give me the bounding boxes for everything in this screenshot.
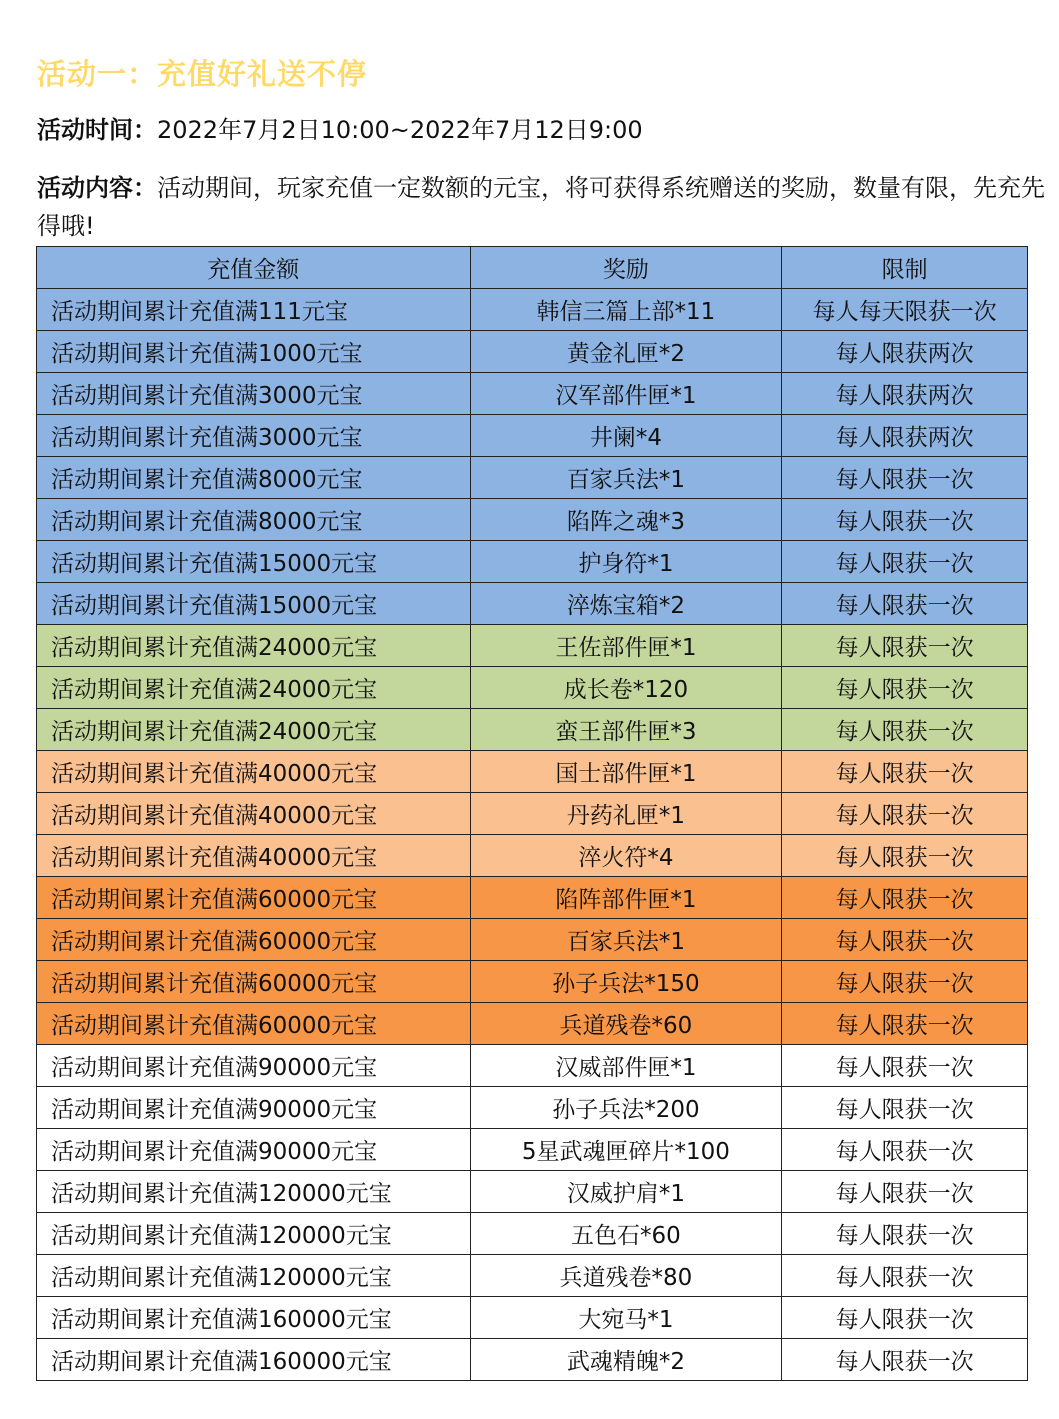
amount-cell: 活动期间累计充值满111元宝 xyxy=(37,289,471,331)
limit-cell: 每人限获一次 xyxy=(782,625,1028,667)
header-limit: 限制 xyxy=(782,247,1028,289)
table-header-row xyxy=(37,247,1028,289)
table-row xyxy=(37,877,1028,919)
table-row xyxy=(37,415,1028,457)
table-row xyxy=(37,373,1028,415)
limit-cell: 每人限获一次 xyxy=(782,1255,1028,1297)
reward-cell: 汉军部件匣*1 xyxy=(470,373,782,415)
table-row xyxy=(37,1129,1028,1171)
reward-cell: 淬炼宝箱*2 xyxy=(470,583,782,625)
limit-cell: 每人限获一次 xyxy=(782,1297,1028,1339)
limit-cell: 每人限获一次 xyxy=(782,751,1028,793)
reward-cell: 兵道残卷*60 xyxy=(470,1003,782,1045)
amount-cell: 活动期间累计充值满160000元宝 xyxy=(37,1297,471,1339)
table-row xyxy=(37,793,1028,835)
reward-cell: 百家兵法*1 xyxy=(470,457,782,499)
reward-cell: 五色石*60 xyxy=(470,1213,782,1255)
limit-cell: 每人限获一次 xyxy=(782,709,1028,751)
reward-cell: 汉威部件匣*1 xyxy=(470,1045,782,1087)
amount-cell: 活动期间累计充值满3000元宝 xyxy=(37,373,471,415)
table-row xyxy=(37,751,1028,793)
limit-cell: 每人限获一次 xyxy=(782,499,1028,541)
reward-cell: 王佐部件匣*1 xyxy=(470,625,782,667)
table-row xyxy=(37,961,1028,1003)
limit-cell: 每人限获一次 xyxy=(782,1171,1028,1213)
limit-cell: 每人限获一次 xyxy=(782,1045,1028,1087)
limit-cell: 每人限获一次 xyxy=(782,961,1028,1003)
reward-cell: 孙子兵法*200 xyxy=(470,1087,782,1129)
limit-cell: 每人限获两次 xyxy=(782,373,1028,415)
amount-cell: 活动期间累计充值满40000元宝 xyxy=(37,751,471,793)
amount-cell: 活动期间累计充值满1000元宝 xyxy=(37,331,471,373)
reward-cell: 淬火符*4 xyxy=(470,835,782,877)
reward-cell: 井阑*4 xyxy=(470,415,782,457)
limit-cell: 每人限获一次 xyxy=(782,541,1028,583)
reward-cell: 孙子兵法*150 xyxy=(470,961,782,1003)
limit-cell: 每人限获两次 xyxy=(782,415,1028,457)
table-row xyxy=(37,499,1028,541)
event-content-value: 活动期间，玩家充值一定数额的元宝，将可获得系统赠送的奖励，数量有限，先充先得哦! xyxy=(37,174,1045,240)
header-amount: 充值金额 xyxy=(37,247,471,289)
reward-cell: 韩信三篇上部*11 xyxy=(470,289,782,331)
table-row xyxy=(37,1171,1028,1213)
event-content xyxy=(37,169,1052,245)
amount-cell: 活动期间累计充值满8000元宝 xyxy=(37,457,471,499)
table-row xyxy=(37,541,1028,583)
table-row xyxy=(37,709,1028,751)
table-row xyxy=(37,1213,1028,1255)
limit-cell: 每人每天限获一次 xyxy=(782,289,1028,331)
amount-cell: 活动期间累计充值满24000元宝 xyxy=(37,709,471,751)
limit-cell: 每人限获一次 xyxy=(782,793,1028,835)
amount-cell: 活动期间累计充值满3000元宝 xyxy=(37,415,471,457)
amount-cell: 活动期间累计充值满24000元宝 xyxy=(37,667,471,709)
table-row xyxy=(37,1255,1028,1297)
amount-cell: 活动期间累计充值满15000元宝 xyxy=(37,583,471,625)
amount-cell: 活动期间累计充值满60000元宝 xyxy=(37,961,471,1003)
amount-cell: 活动期间累计充值满120000元宝 xyxy=(37,1213,471,1255)
limit-cell: 每人限获一次 xyxy=(782,919,1028,961)
limit-cell: 每人限获一次 xyxy=(782,1339,1028,1381)
amount-cell: 活动期间累计充值满90000元宝 xyxy=(37,1087,471,1129)
table-row xyxy=(37,1003,1028,1045)
limit-cell: 每人限获一次 xyxy=(782,1003,1028,1045)
reward-cell: 护身符*1 xyxy=(470,541,782,583)
limit-cell: 每人限获一次 xyxy=(782,583,1028,625)
reward-cell: 兵道残卷*80 xyxy=(470,1255,782,1297)
table-row xyxy=(37,583,1028,625)
table-row xyxy=(37,667,1028,709)
reward-cell: 5星武魂匣碎片*100 xyxy=(470,1129,782,1171)
table-row xyxy=(37,625,1028,667)
amount-cell: 活动期间累计充值满24000元宝 xyxy=(37,625,471,667)
limit-cell: 每人限获一次 xyxy=(782,1087,1028,1129)
limit-cell: 每人限获两次 xyxy=(782,331,1028,373)
reward-cell: 陷阵之魂*3 xyxy=(470,499,782,541)
event-title: 活动一：充值好礼送不停 xyxy=(37,57,368,91)
event-time xyxy=(37,111,643,149)
reward-cell: 陷阵部件匣*1 xyxy=(470,877,782,919)
reward-cell: 黄金礼匣*2 xyxy=(470,331,782,373)
table-row xyxy=(37,1297,1028,1339)
amount-cell: 活动期间累计充值满8000元宝 xyxy=(37,499,471,541)
amount-cell: 活动期间累计充值满60000元宝 xyxy=(37,919,471,961)
amount-cell: 活动期间累计充值满40000元宝 xyxy=(37,835,471,877)
reward-cell: 大宛马*1 xyxy=(470,1297,782,1339)
table-row xyxy=(37,457,1028,499)
amount-cell: 活动期间累计充值满90000元宝 xyxy=(37,1129,471,1171)
table-row xyxy=(37,1339,1028,1381)
table-row xyxy=(37,289,1028,331)
amount-cell: 活动期间累计充值满40000元宝 xyxy=(37,793,471,835)
amount-cell: 活动期间累计充值满120000元宝 xyxy=(37,1171,471,1213)
reward-cell: 汉威护肩*1 xyxy=(470,1171,782,1213)
reward-cell: 成长卷*120 xyxy=(470,667,782,709)
limit-cell: 每人限获一次 xyxy=(782,457,1028,499)
reward-cell: 蛮王部件匣*3 xyxy=(470,709,782,751)
event-content-label: 活动内容： xyxy=(37,174,157,202)
limit-cell: 每人限获一次 xyxy=(782,1213,1028,1255)
event-time-label: 活动时间： xyxy=(37,116,157,144)
reward-cell: 武魂精魄*2 xyxy=(470,1339,782,1381)
reward-cell: 百家兵法*1 xyxy=(470,919,782,961)
event-time-value: 2022年7月2日10:00~2022年7月12日9:00 xyxy=(157,116,643,144)
table-row xyxy=(37,919,1028,961)
amount-cell: 活动期间累计充值满60000元宝 xyxy=(37,1003,471,1045)
amount-cell: 活动期间累计充值满90000元宝 xyxy=(37,1045,471,1087)
limit-cell: 每人限获一次 xyxy=(782,1129,1028,1171)
limit-cell: 每人限获一次 xyxy=(782,877,1028,919)
limit-cell: 每人限获一次 xyxy=(782,835,1028,877)
amount-cell: 活动期间累计充值满60000元宝 xyxy=(37,877,471,919)
amount-cell: 活动期间累计充值满15000元宝 xyxy=(37,541,471,583)
amount-cell: 活动期间累计充值满160000元宝 xyxy=(37,1339,471,1381)
reward-table xyxy=(36,246,1028,1381)
limit-cell: 每人限获一次 xyxy=(782,667,1028,709)
table-row xyxy=(37,1045,1028,1087)
header-reward: 奖励 xyxy=(470,247,782,289)
reward-cell: 丹药礼匣*1 xyxy=(470,793,782,835)
reward-cell: 国士部件匣*1 xyxy=(470,751,782,793)
amount-cell: 活动期间累计充值满120000元宝 xyxy=(37,1255,471,1297)
table-row xyxy=(37,1087,1028,1129)
table-row xyxy=(37,835,1028,877)
table-row xyxy=(37,331,1028,373)
